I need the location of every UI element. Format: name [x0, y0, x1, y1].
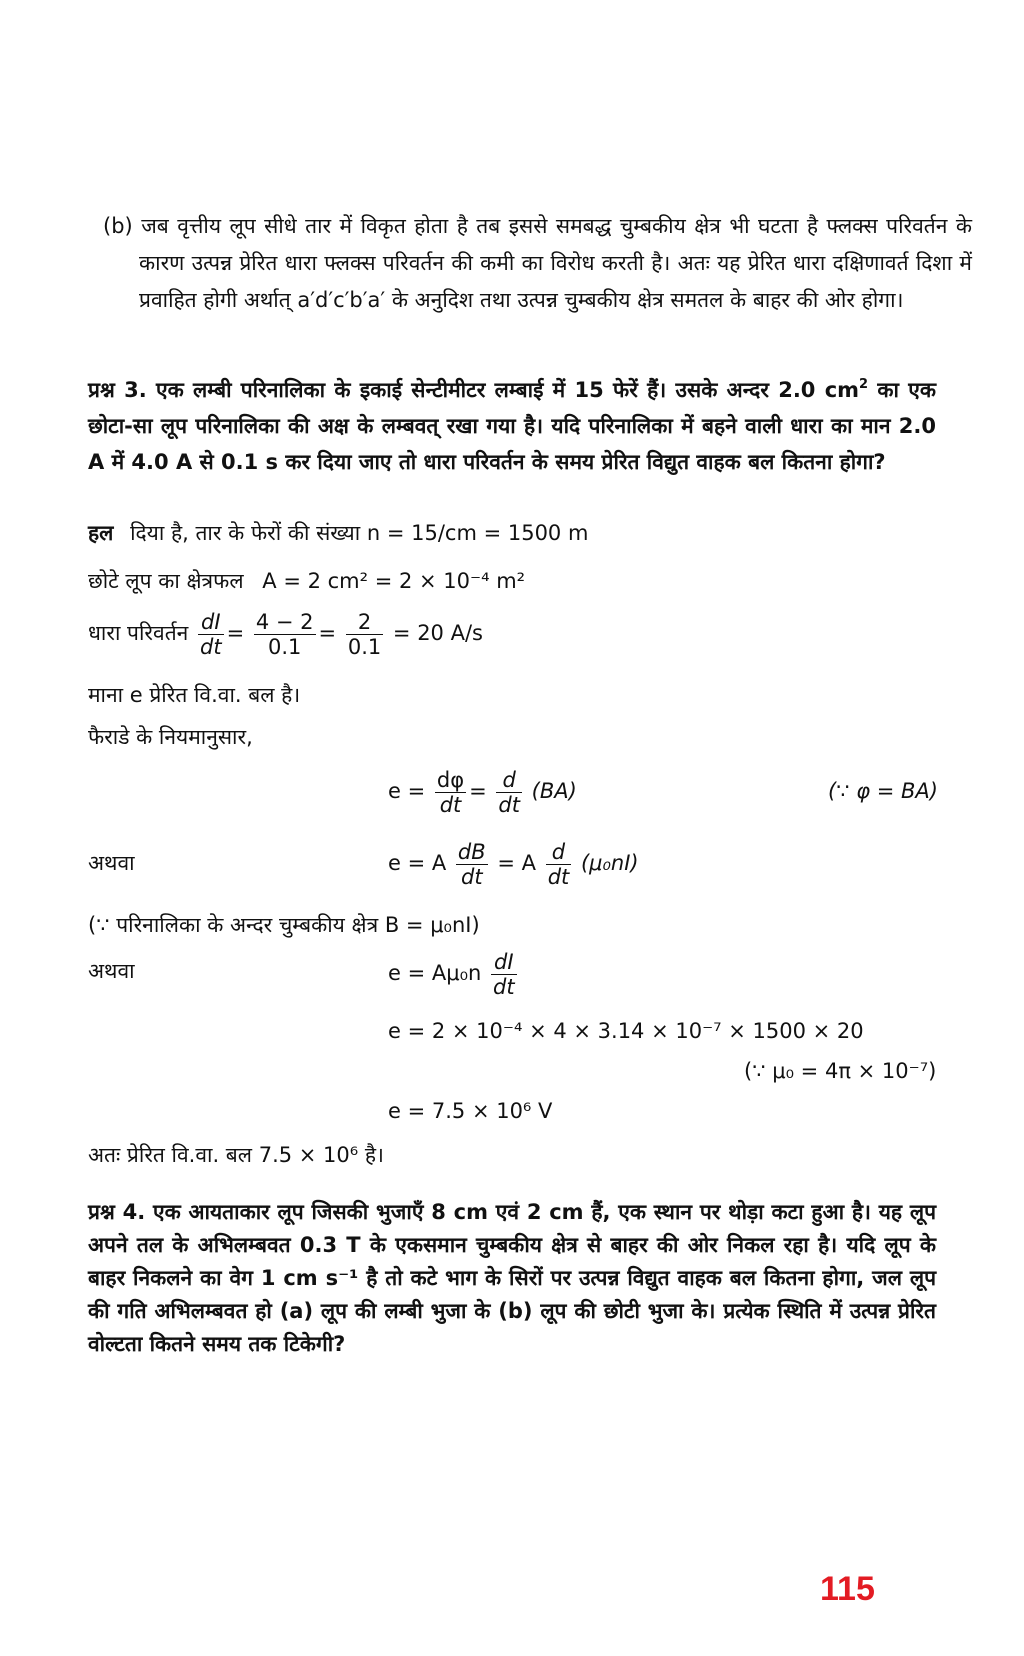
e-calculation: e = 2 × 10⁻⁴ × 4 × 3.14 × 10⁻⁷ × 1500 × 20	[388, 1019, 864, 1043]
question-3-text-1: एक लम्बी परिनालिका के इकाई सेन्टीमीटर लम्बाई में 15 फेरें हैं। उसके अन्दर 2.0 cm	[155, 378, 860, 402]
d-dt-fraction: $\frac{d}{dt}$	[498, 767, 520, 817]
di-dt-fraction: $\frac{dI}{dt}$	[200, 609, 222, 659]
question-3-text-2: का एक छोटा-सा लूप परिनालिका की अक्ष के लम्बवत् रखा गया है। यदि परिनालिका में बहने वाली धारा का मान 2.0 A में 4.0 A से 0.1 s कर दिया जाए तो धारा परिवर्तन के समय प्रेरित विद्युत वाहक बल कितना होगा?	[88, 378, 936, 474]
solution-label: हल	[88, 521, 114, 545]
because-mu: (∵ μ₀ = 4π × 10⁻⁷)	[744, 1059, 937, 1083]
area-line	[88, 566, 525, 596]
current-change-line: धारा परिवर्तन $\frac{dI}{dt}$ = $\frac{4 - 2}{0.1}$ = $\frac{2}{0.1}$ = 20 A/s	[88, 609, 483, 659]
area-value: A = 2 cm² = 2 × 10⁻⁴ m²	[262, 569, 526, 593]
question-4	[88, 1196, 936, 1361]
d-dt-fraction-2: $\frac{d}{dt}$	[547, 839, 570, 889]
question-3-label: प्रश्न 3.	[88, 378, 147, 402]
di-dt-fraction-2: $\frac{dI}{dt}$	[493, 949, 515, 999]
given-text: दिया है, तार के फेरों की संख्या n = 15/cm = 1500 m	[130, 521, 589, 545]
area-label: छोटे लूप का क्षेत्रफल	[88, 569, 244, 593]
db-dt-fraction: $\frac{dB}{dt}$	[457, 839, 486, 889]
because-phi: (∵ φ = BA)	[828, 779, 938, 803]
e-result: e = 7.5 × 10⁶ V	[388, 1099, 553, 1123]
equation-3: e = Aμ₀n $\frac{dI}{dt}$	[388, 949, 515, 999]
assume-line: माना e प्रेरित वि.वा. बल है।	[88, 683, 301, 707]
fraction-2: $\frac{2}{0.1}$	[347, 609, 382, 659]
part-b-label: (b)	[103, 214, 133, 238]
fraction-4-2: $\frac{4 - 2}{0.1}$	[255, 609, 314, 659]
question-4-label: प्रश्न 4.	[88, 1200, 146, 1224]
page-number: 115	[820, 1570, 875, 1608]
question-4-text: एक आयताकार लूप जिसकी भुजाएँ 8 cm एवं 2 cm हैं, एक स्थान पर थोड़ा कटा हुआ है। यह लूप अपने तल के अभिलम्बवत 0.3 T के एकसमान चुम्बकीय क्षेत्र से बाहर की ओर निकल रहा है। यदि लूप के बाहर निकलने का वेग 1 cm s⁻¹ है तो कटे भाग के सिरों पर उत्पन्न विद्युत वाहक बल कितना होगा, जल लूप की गति अभिलम्बवत हो (a) लूप की लम्बी भुजा के (b) लूप की छोटी भुजा के। प्रत्येक स्थिति में उत्पन्न प्रेरित वोल्टता कितने समय तक टिकेगी?	[88, 1200, 937, 1356]
question-3-sup: 2	[859, 377, 869, 392]
conclusion: अतः प्रेरित वि.वा. बल 7.5 × 10⁶ है।	[88, 1143, 384, 1167]
rate-value: = 20 A/s	[392, 621, 483, 645]
or-label-1: अथवा	[88, 851, 135, 875]
solution-given	[88, 518, 588, 548]
part-b-text: जब वृत्तीय लूप सीधे तार में विकृत होता है तब इससे समबद्ध चुम्बकीय क्षेत्र भी घटता है फ्लक्स परिवर्तन के कारण उत्पन्न प्रेरित धारा फ्लक्स परिवर्तन की कमी का विरोध करती है। अतः यह प्रेरित धारा दक्षिणावर्त दिशा में प्रवाहित होगी अर्थात् a′d′c′b′a′ के अनुदिश तथा उत्पन्न चुम्बकीय क्षेत्र समतल के बाहर की ओर होगा।	[139, 214, 972, 312]
because-b: (∵ परिनालिका के अन्दर चुम्बकीय क्षेत्र B = μ₀nI)	[88, 913, 480, 937]
or-label-2: अथवा	[88, 959, 135, 983]
part-b-paragraph	[103, 208, 972, 319]
faraday-equation: e = $\frac{d\varphi}{dt}$ = $\frac{d}{dt}$ (BA)	[388, 767, 577, 817]
faraday-line: फैराडे के नियमानुसार,	[88, 725, 253, 749]
equation-2: e = A $\frac{dB}{dt}$ = A $\frac{d}{dt}$ (μ₀nI)	[388, 839, 639, 889]
current-label: धारा परिवर्तन	[88, 621, 189, 645]
dphi-dt-fraction: $\frac{d\varphi}{dt}$	[436, 767, 465, 817]
question-3	[88, 372, 936, 480]
